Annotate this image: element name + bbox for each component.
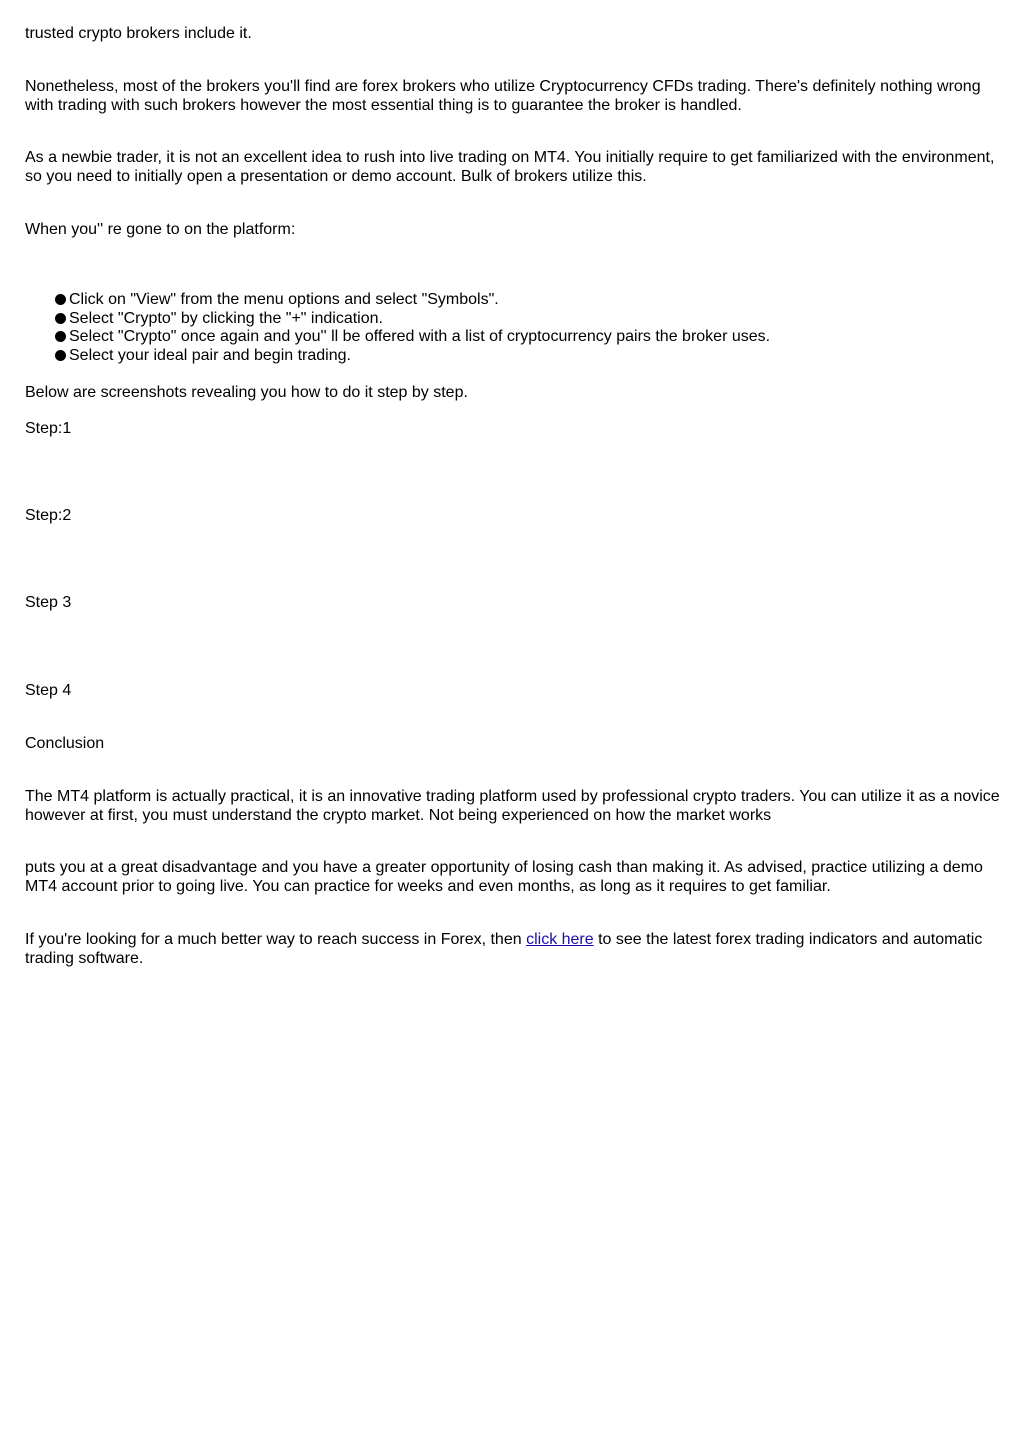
step-3-label: Step 3 — [25, 594, 72, 611]
list-item: Click on "View" from the menu options and select "Symbols". — [55, 291, 995, 310]
paragraph-cta: If you're looking for a much better way to reach success in Forex, then click here to see the latest forex trading indicators and automatic trading software. — [25, 931, 983, 967]
list-item: Select "Crypto" by clicking the "+" indication. — [55, 310, 995, 329]
paragraph-intro: trusted crypto brokers include it. — [25, 25, 252, 42]
paragraph-platform: When you'' re gone to on the platform: — [25, 221, 296, 238]
click-here-link[interactable]: click here — [526, 931, 594, 948]
bullet-icon — [55, 313, 66, 324]
paragraph-screenshots: Below are screenshots revealing you how to do it step by step. — [25, 384, 468, 401]
bullet-icon — [55, 331, 66, 342]
list-item: Select your ideal pair and begin trading. — [55, 347, 995, 366]
step-4-label: Step 4 — [25, 682, 72, 699]
paragraph-newbie: As a newbie trader, it is not an excellent idea to rush into live trading on MT4. You initially require to get familiarized with the environment, so you need to initially open a presentation or demo account. Bulk of brokers utilize this. — [25, 149, 995, 185]
conclusion-heading: Conclusion — [25, 735, 105, 752]
paragraph-brokers: Nonetheless, most of the brokers you'll find are forex brokers who utilize Cryptocurrency CFDs trading. There's definitely nothing wrong with trading with such brokers however the most essential thing is to guarantee the broker is handled. — [25, 78, 981, 114]
bullet-icon — [55, 294, 66, 305]
bullet-icon — [55, 350, 66, 361]
paragraph-disadvantage: puts you at a great disadvantage and you have a greater opportunity of losing cash than making it. As advised, practice utilizing a demo MT4 account prior to going live. You can practice for weeks and even months, as long as it requires to get familiar. — [25, 859, 983, 895]
steps-list — [55, 291, 995, 365]
list-item: Select "Crypto" once again and you'' ll be offered with a list of cryptocurrency pairs the broker uses. — [55, 328, 995, 347]
step-2-label: Step:2 — [25, 507, 72, 524]
paragraph-conclusion: The MT4 platform is actually practical, it is an innovative trading platform used by professional crypto traders. You can utilize it as a novice however at first, you must understand the crypto market. Not being experienced on how the market works — [25, 788, 1000, 824]
step-1-label: Step:1 — [25, 420, 72, 437]
